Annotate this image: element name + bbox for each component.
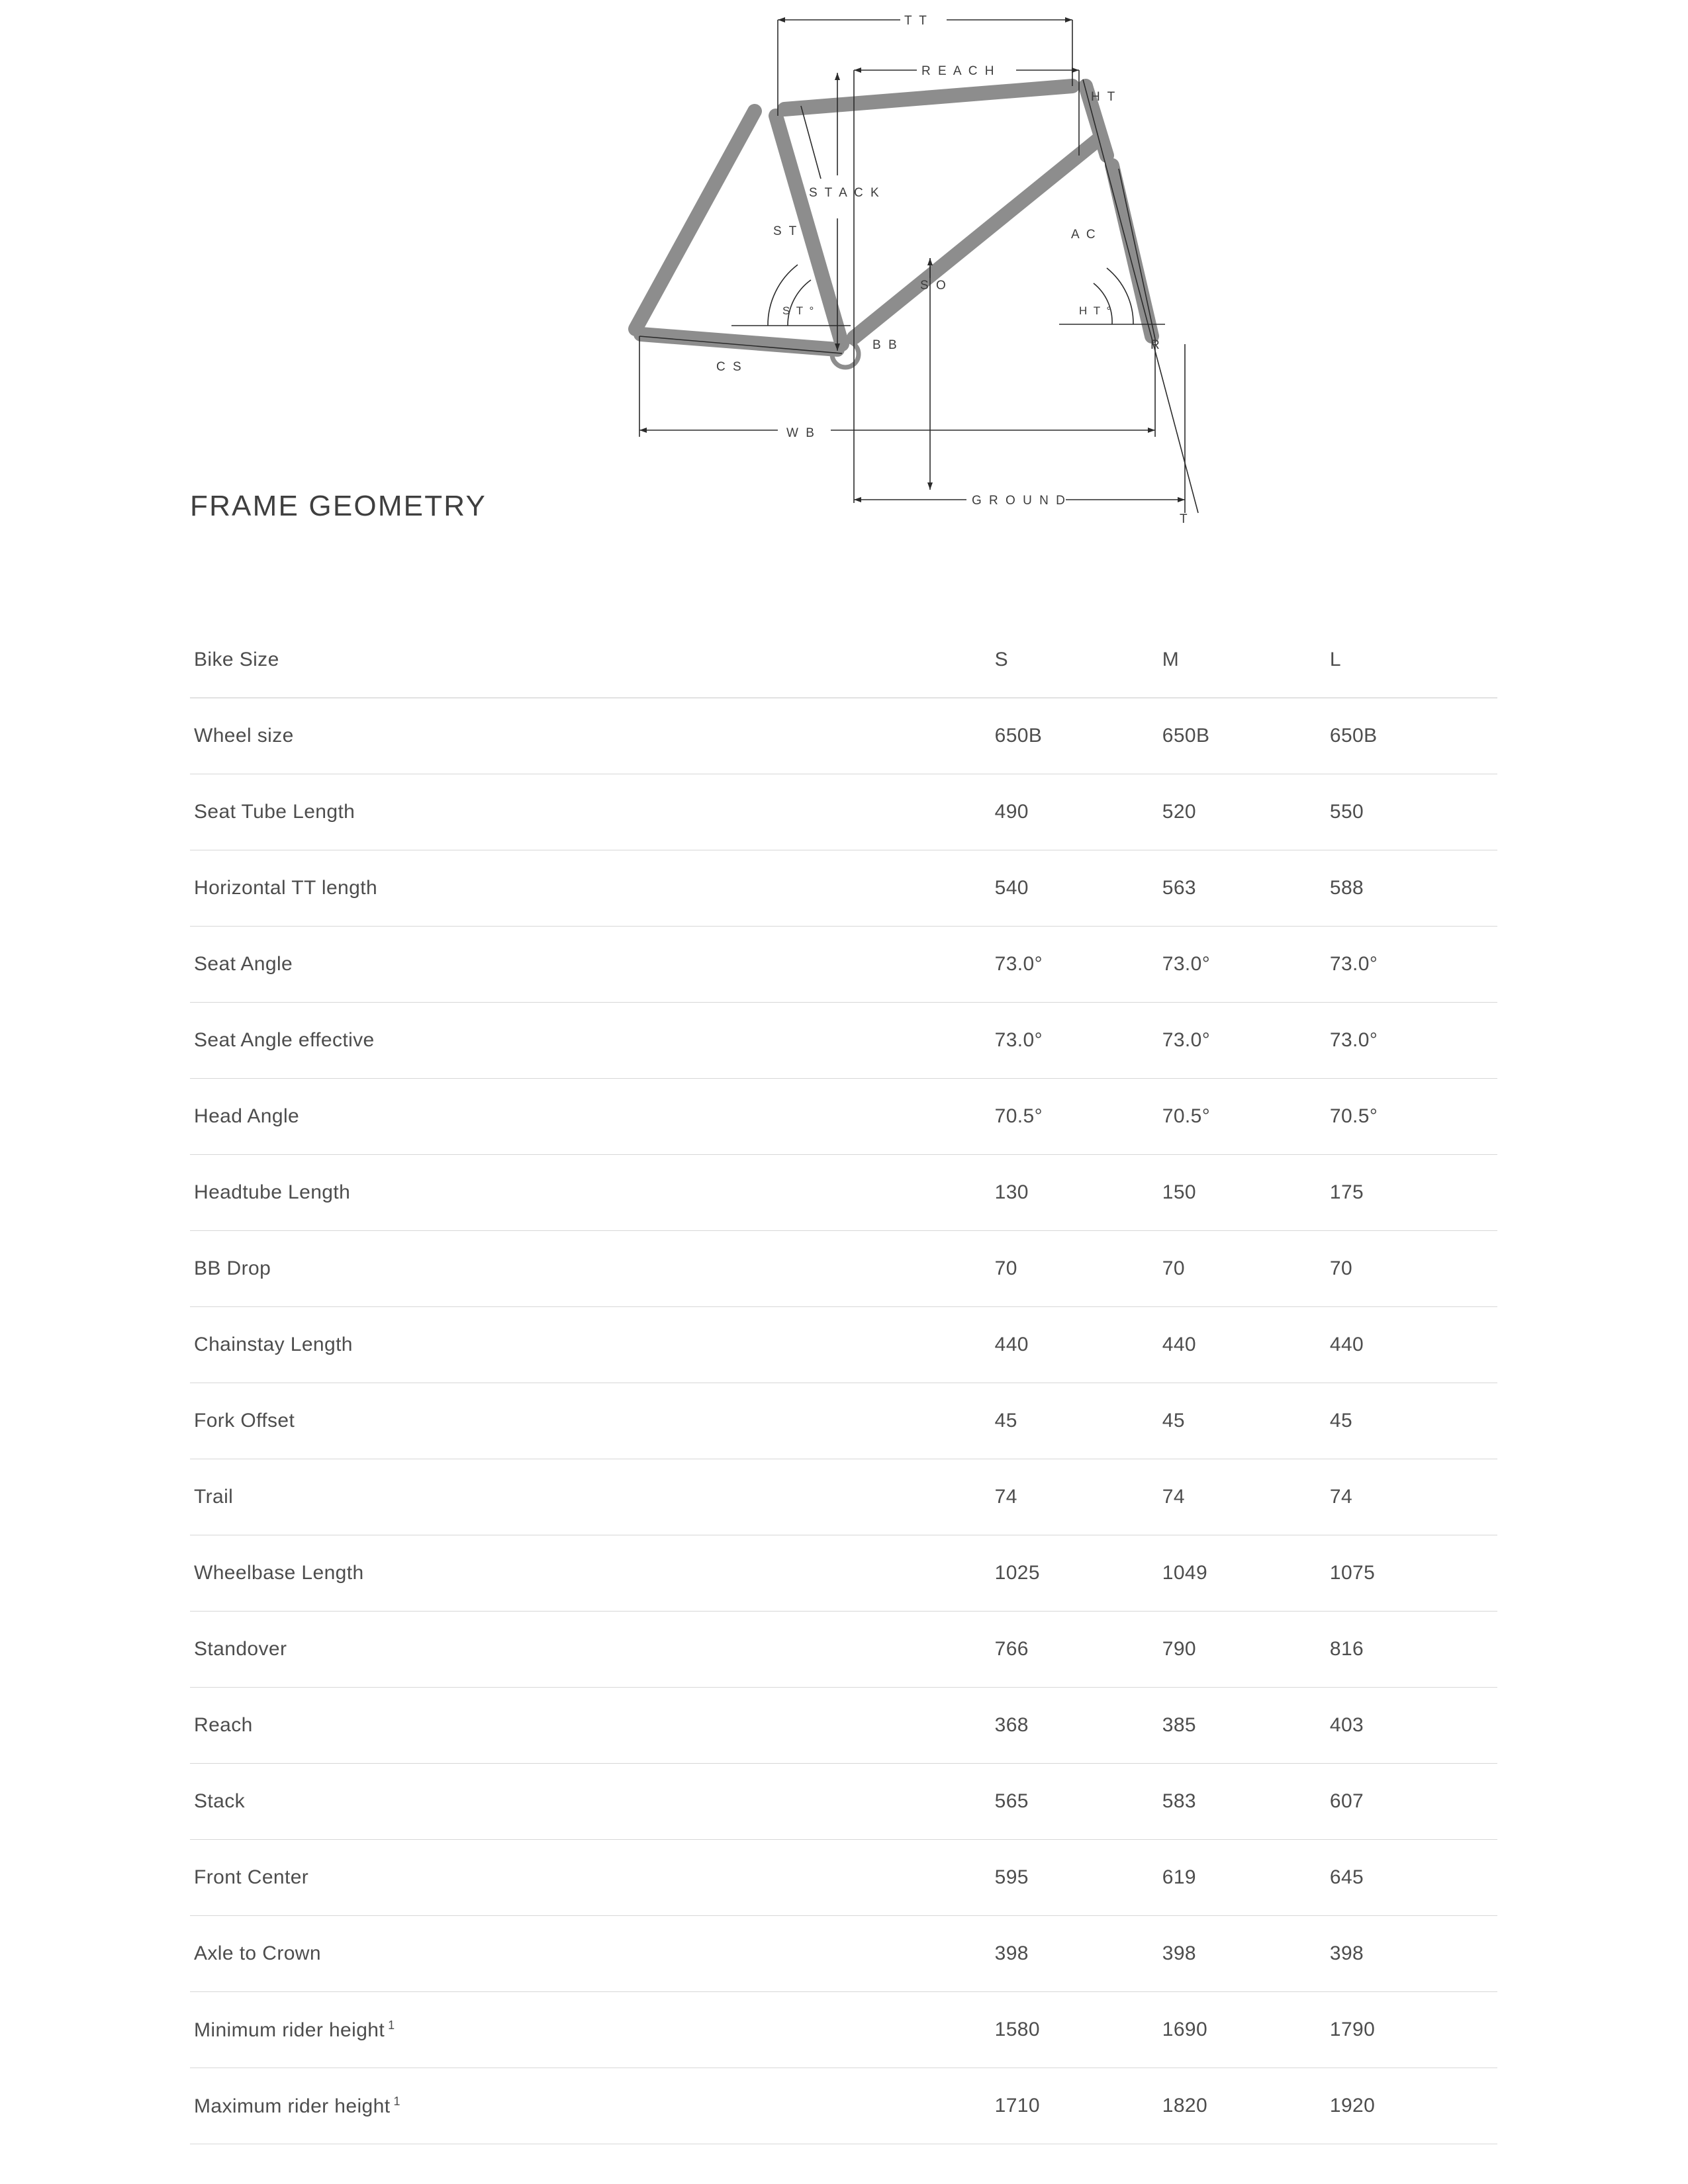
table-row (190, 698, 1497, 774)
row-value: 73.0° (1330, 1003, 1497, 1079)
row-value: 74 (1162, 1459, 1330, 1535)
row-label: Head Angle (190, 1079, 995, 1155)
row-value: 398 (1162, 1916, 1330, 1992)
row-value: 1690 (1162, 1992, 1330, 2068)
row-value: 650B (1330, 698, 1497, 774)
row-value: 1049 (1162, 1535, 1330, 1612)
label-ac: A C (1071, 228, 1098, 242)
page-title: FRAME GEOMETRY (190, 490, 487, 522)
row-label: Stack (190, 1764, 995, 1840)
row-label: Fork Offset (190, 1383, 995, 1459)
row-value: 1820 (1162, 2068, 1330, 2144)
row-value: 645 (1330, 1840, 1497, 1916)
label-st: S T (773, 224, 799, 238)
row-label: Trail (190, 1459, 995, 1535)
row-value: 130 (995, 1155, 1162, 1231)
row-value: 398 (1330, 1916, 1497, 1992)
table-row (190, 1383, 1497, 1459)
row-label: BB Drop (190, 1231, 995, 1307)
row-label: Headtube Length (190, 1155, 995, 1231)
label-ground: G R O U N D (972, 494, 1067, 508)
table-header-row (190, 622, 1497, 698)
table-row (190, 1612, 1497, 1688)
row-value: 45 (1330, 1383, 1497, 1459)
row-value: 70 (995, 1231, 1162, 1307)
row-value: 175 (1330, 1155, 1497, 1231)
table-row (190, 1307, 1497, 1383)
row-value: 70.5° (995, 1079, 1162, 1155)
table-row (190, 1840, 1497, 1916)
row-label: Axle to Crown (190, 1916, 995, 1992)
label-ht-angle: H T ° (1079, 304, 1113, 317)
row-label: Standover (190, 1612, 995, 1688)
table-row (190, 927, 1497, 1003)
row-label: Reach (190, 1688, 995, 1764)
table-row (190, 1231, 1497, 1307)
row-value: 766 (995, 1612, 1162, 1688)
row-value: 73.0° (1162, 1003, 1330, 1079)
row-value: 368 (995, 1688, 1162, 1764)
label-wb: W B (786, 426, 816, 440)
row-value: 70.5° (1330, 1079, 1497, 1155)
row-label: Seat Tube Length (190, 774, 995, 850)
row-value: 150 (1162, 1155, 1330, 1231)
frame-tubes (635, 86, 1152, 349)
column-header-m: M (1162, 622, 1330, 698)
row-value: 583 (1162, 1764, 1330, 1840)
row-label: Minimum rider height $^1$ (190, 1992, 995, 2068)
row-label: Front Center (190, 1840, 995, 1916)
column-header-bike-size: Bike Size (190, 622, 995, 698)
row-value: 1580 (995, 1992, 1162, 2068)
row-label: Wheel size (190, 698, 995, 774)
row-label: Chainstay Length (190, 1307, 995, 1383)
row-value: 565 (995, 1764, 1162, 1840)
row-value: 440 (1330, 1307, 1497, 1383)
frame-geometry-table (190, 622, 1497, 2144)
row-value: 619 (1162, 1840, 1330, 1916)
bike-frame-geometry-diagram (0, 0, 1688, 529)
row-value: 490 (995, 774, 1162, 850)
row-value: 1790 (1330, 1992, 1497, 2068)
label-tt: T T (904, 14, 929, 28)
label-ht: H T (1091, 90, 1117, 104)
table-row (190, 1764, 1497, 1840)
label-cs: C S (716, 360, 743, 374)
row-value: 1710 (995, 2068, 1162, 2144)
label-so: S O (920, 279, 948, 293)
table-row (190, 1003, 1497, 1079)
row-value: 595 (995, 1840, 1162, 1916)
row-value: 70 (1330, 1231, 1497, 1307)
table-row (190, 850, 1497, 927)
table-row (190, 1459, 1497, 1535)
row-label: Seat Angle effective (190, 1003, 995, 1079)
row-value: 1025 (995, 1535, 1162, 1612)
row-value: 398 (995, 1916, 1162, 1992)
table-row (190, 774, 1497, 850)
table-row (190, 1992, 1497, 2068)
table-row (190, 1916, 1497, 1992)
row-value: 440 (1162, 1307, 1330, 1383)
row-value: 550 (1330, 774, 1497, 850)
row-value: 403 (1330, 1688, 1497, 1764)
row-value: 440 (995, 1307, 1162, 1383)
column-header-l: L (1330, 622, 1497, 698)
label-r: R (1150, 338, 1162, 352)
footnote-marker: 1 (385, 2018, 395, 2032)
table-row (190, 1688, 1497, 1764)
label-reach: R E A C H (921, 64, 996, 78)
label-bb: B B (872, 338, 899, 352)
row-label: Maximum rider height $^1$ (190, 2068, 995, 2144)
row-value: 1075 (1330, 1535, 1497, 1612)
column-header-s: S (995, 622, 1162, 698)
footnote-marker: 1 (390, 2094, 400, 2108)
row-value: 588 (1330, 850, 1497, 927)
row-value: 650B (1162, 698, 1330, 774)
row-value: 563 (1162, 850, 1330, 927)
table-row (190, 2068, 1497, 2144)
row-value: 520 (1162, 774, 1330, 850)
row-label: Horizontal TT length (190, 850, 995, 927)
table-body (190, 698, 1497, 2144)
row-value: 74 (995, 1459, 1162, 1535)
row-value: 607 (1330, 1764, 1497, 1840)
row-value: 73.0° (995, 927, 1162, 1003)
row-value: 540 (995, 850, 1162, 927)
row-value: 790 (1162, 1612, 1330, 1688)
row-value: 1920 (1330, 2068, 1497, 2144)
row-value: 385 (1162, 1688, 1330, 1764)
row-value: 45 (995, 1383, 1162, 1459)
row-value: 816 (1330, 1612, 1497, 1688)
row-value: 74 (1330, 1459, 1497, 1535)
row-value: 70.5° (1162, 1079, 1330, 1155)
label-st-angle: S T ° (782, 304, 816, 317)
label-t: T (1180, 512, 1190, 526)
table-row (190, 1079, 1497, 1155)
row-value: 73.0° (1162, 927, 1330, 1003)
label-stack: S T A C K (809, 186, 881, 200)
row-value: 650B (995, 698, 1162, 774)
table-row (190, 1155, 1497, 1231)
row-label: Wheelbase Length (190, 1535, 995, 1612)
row-value: 70 (1162, 1231, 1330, 1307)
row-label: Seat Angle (190, 927, 995, 1003)
row-value: 45 (1162, 1383, 1330, 1459)
row-value: 73.0° (995, 1003, 1162, 1079)
table-row (190, 1535, 1497, 1612)
row-value: 73.0° (1330, 927, 1497, 1003)
